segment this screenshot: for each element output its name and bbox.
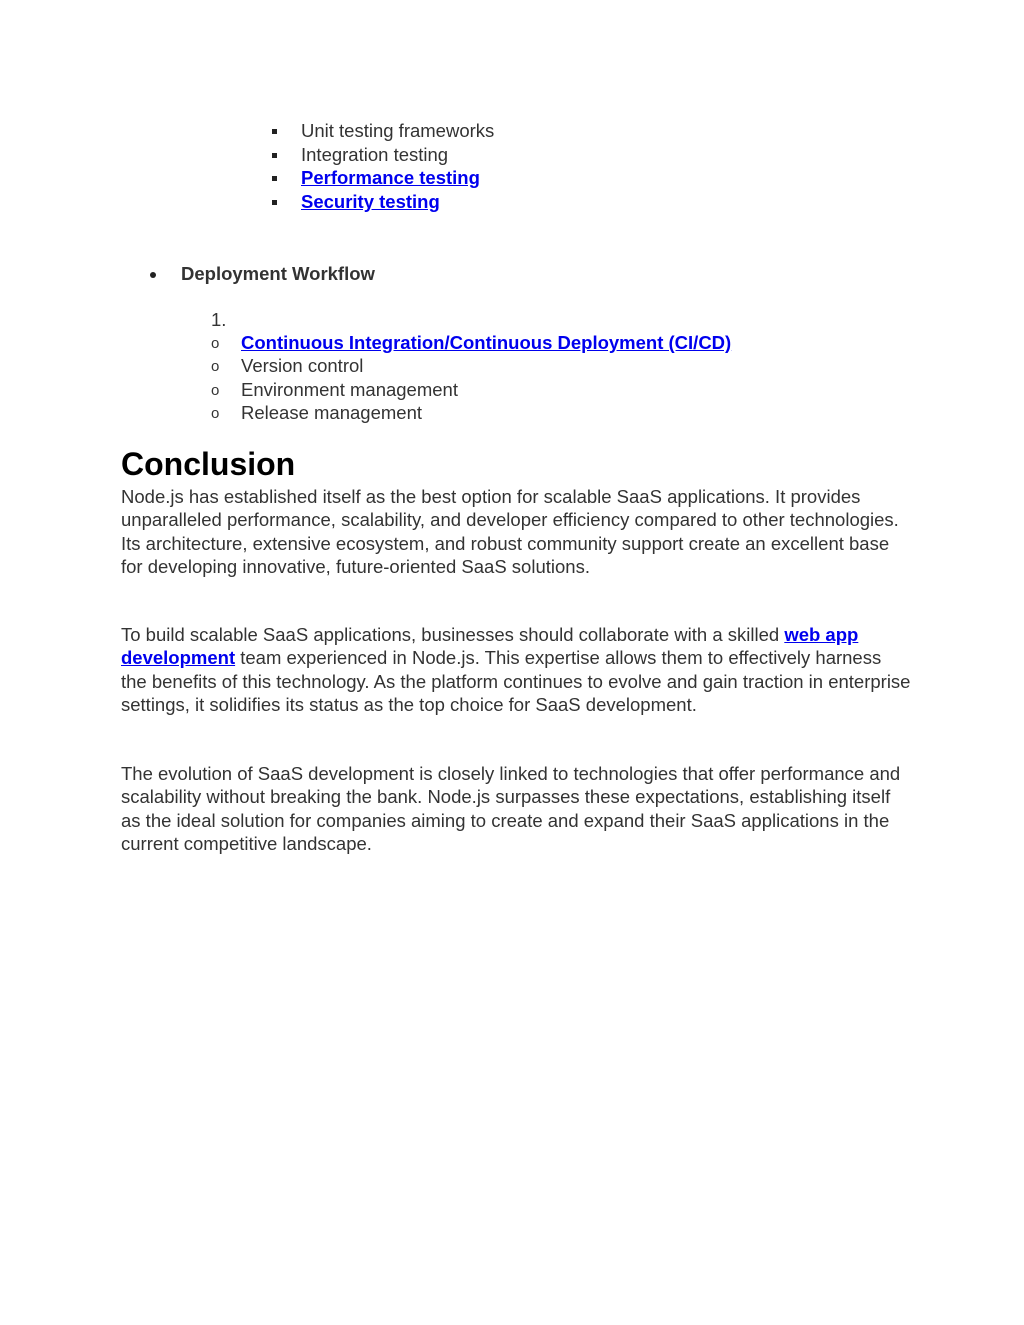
conclusion-paragraph-1: Node.js has established itself as the best option for scalable SaaS applications. It provides unparalleled performance, scalability, and developer efficiency compared to other technologies. Its architecture, extensive ecosystem, and robust community support create an excellent base for developing innovative, future-oriented SaaS solutions. [121, 486, 899, 577]
security-testing-link[interactable]: Security testing [301, 191, 440, 212]
list-item: Integration testing [301, 144, 449, 165]
square-bullet-icon [272, 129, 277, 134]
conclusion-heading: Conclusion [121, 446, 296, 482]
conclusion-paragraph-2 [121, 623, 911, 716]
circle-bullet-icon: o [211, 382, 220, 399]
list-item: Unit testing frameworks [301, 120, 495, 141]
square-bullet-icon [272, 176, 277, 181]
circle-bullet-icon: o [211, 335, 220, 352]
square-bullet-icon [272, 200, 277, 205]
square-bullet-icon [272, 153, 277, 158]
conclusion-paragraph-3: The evolution of SaaS development is closely linked to technologies that offer performance and scalability without breaking the bank. Node.js surpasses these expectations, establishing itself as the ideal solution for companies aiming to create and expand their SaaS applications in the current competitive landscape. [121, 763, 901, 854]
list-item: Version control [241, 355, 364, 376]
deployment-workflow-heading: Deployment Workflow [181, 263, 375, 284]
performance-testing-link[interactable]: Performance testing [301, 167, 480, 188]
circle-bullet-icon: o [211, 358, 220, 375]
list-number: 1. [211, 309, 227, 330]
list-item: Release management [241, 402, 422, 423]
paragraph-text: To build scalable SaaS applications, businesses should collaborate with a skilled [121, 624, 785, 645]
ci-cd-link[interactable]: Continuous Integration/Continuous Deployment (CI/CD) [241, 332, 732, 353]
disc-bullet-icon [150, 272, 156, 278]
web-app-development-link[interactable]: web app development [121, 624, 859, 669]
circle-bullet-icon: o [211, 405, 220, 422]
paragraph-text: team experienced in Node.js. This expertise allows them to effectively harness the benefits of this technology. As the platform continues to evolve and gain traction in enterprise settings, it solidifies its status as the top choice for SaaS development. [121, 647, 911, 715]
list-item: Environment management [241, 379, 458, 400]
